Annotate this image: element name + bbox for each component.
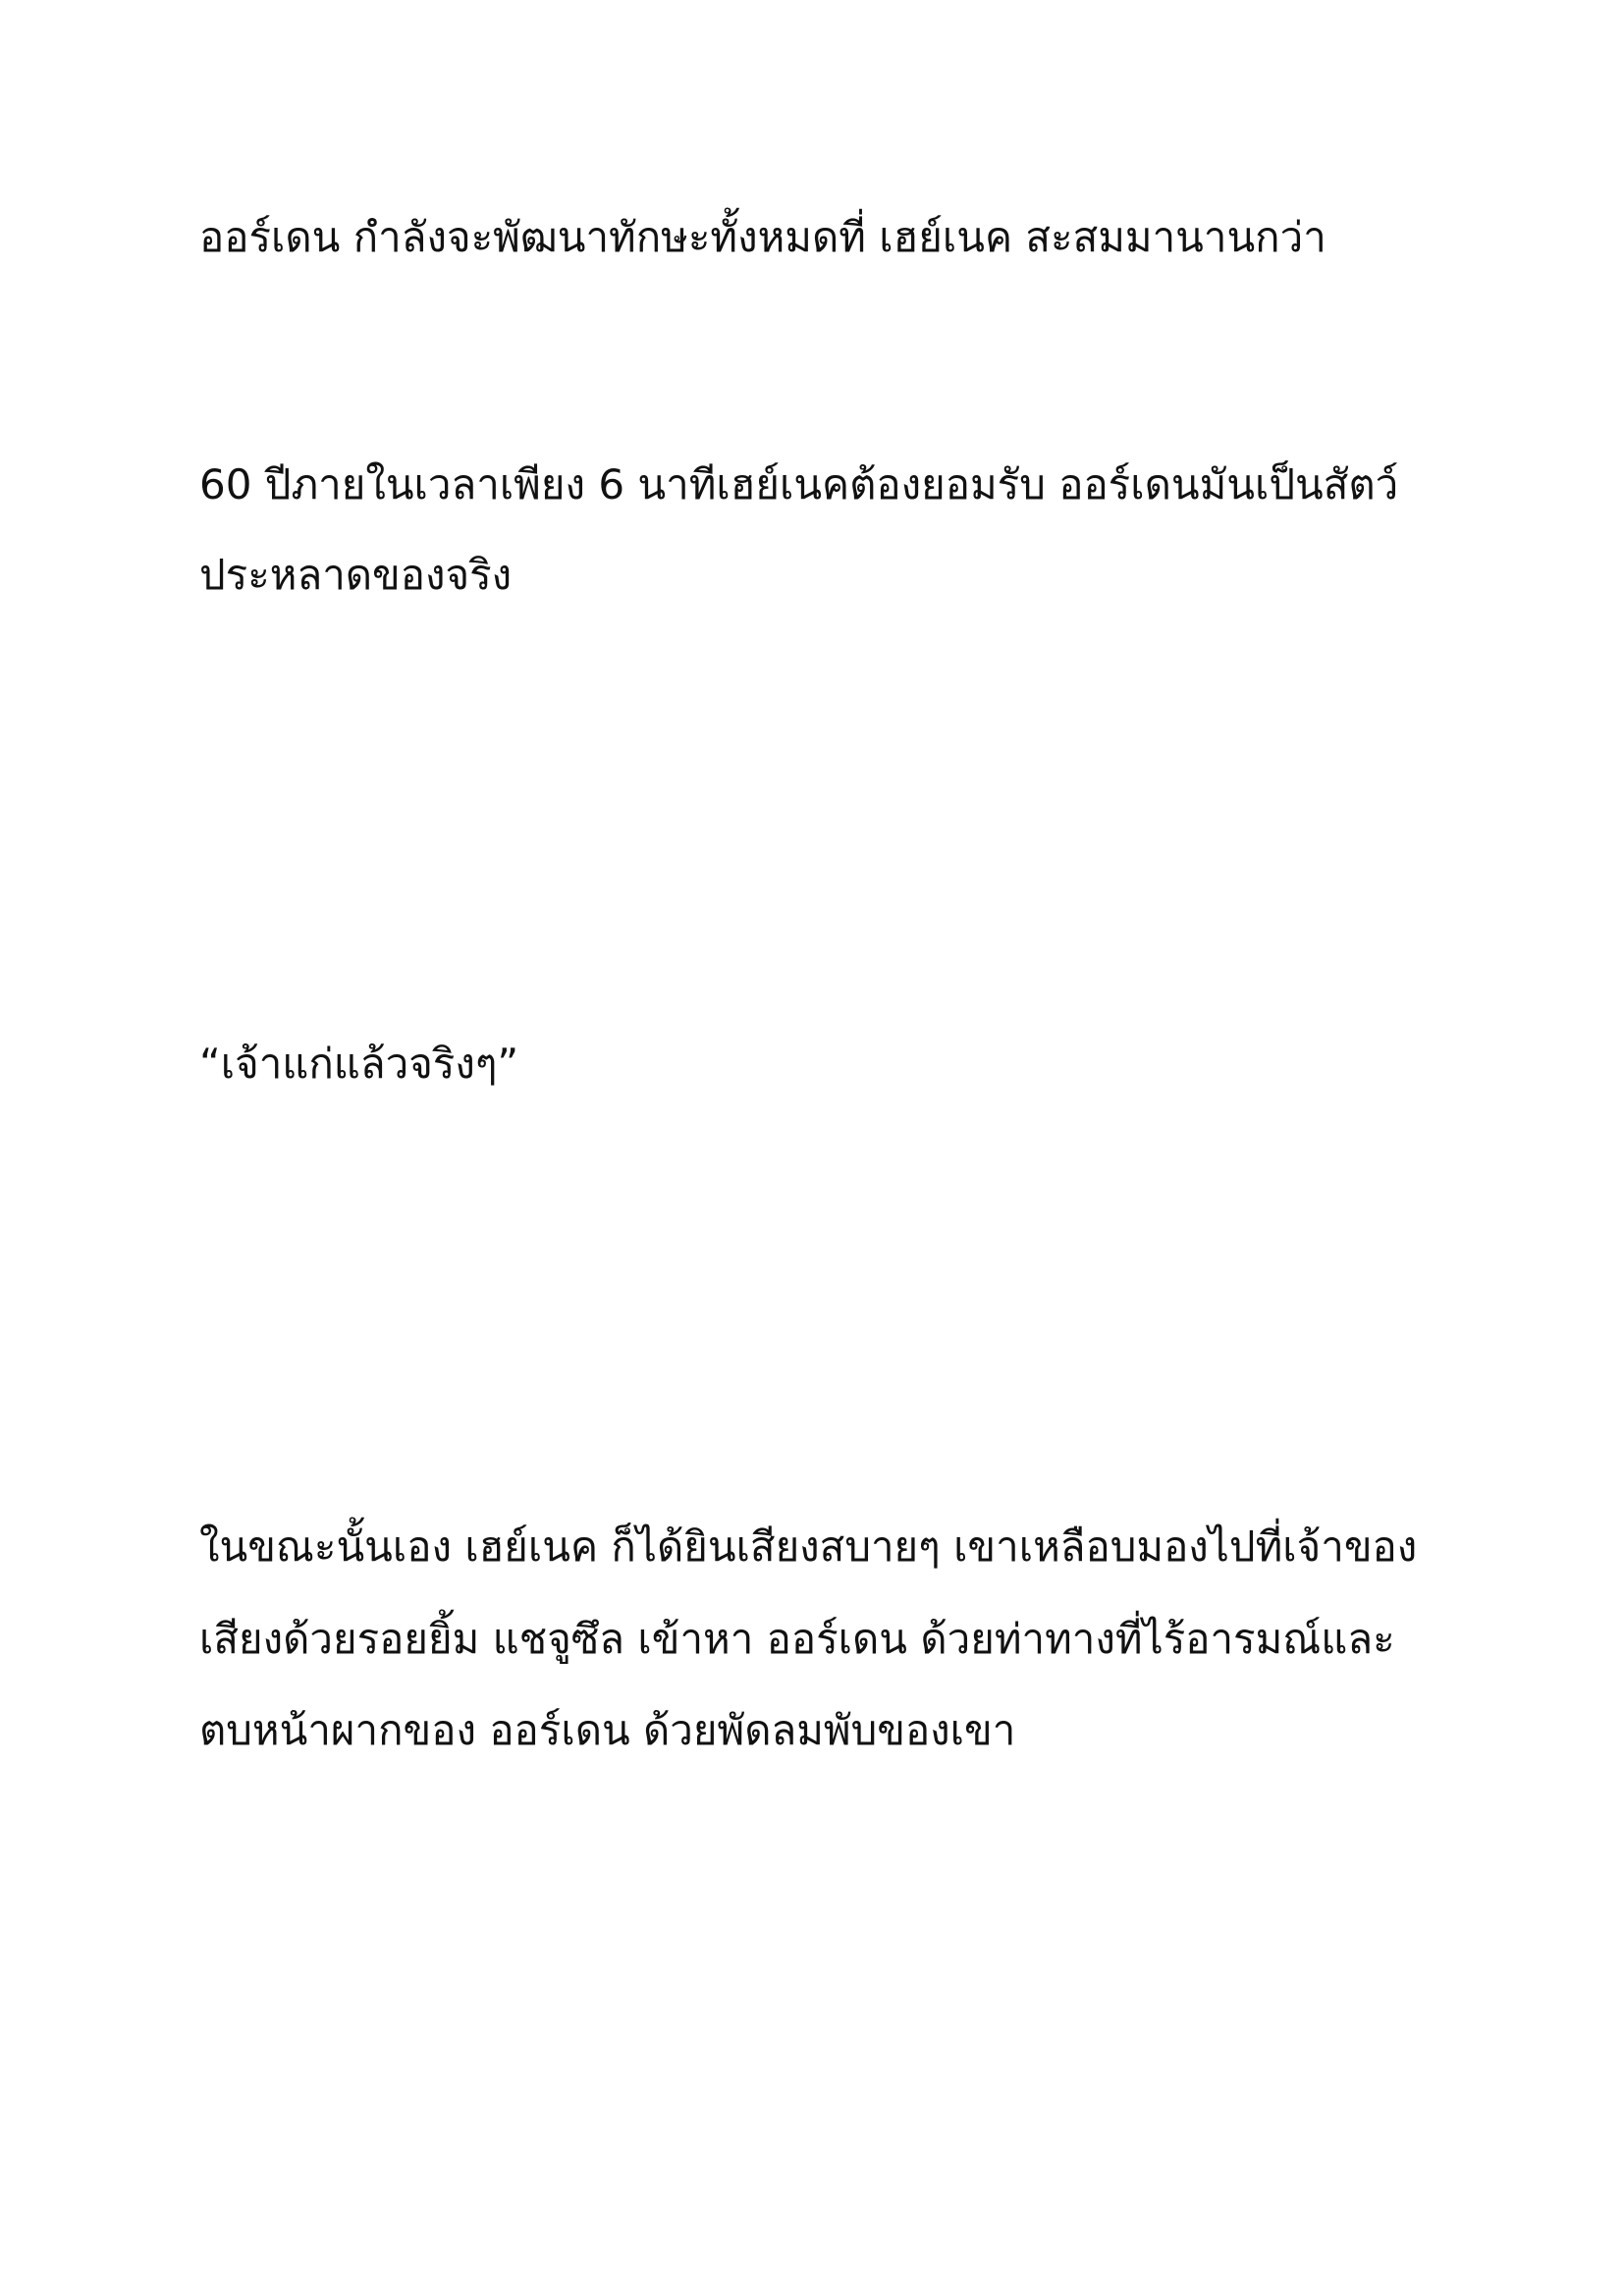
paragraph-4-line-1: ในขณะนั้นเอง เฮย์เนค ก็ได้ยินเสียงสบายๆ เขาเหลือบมองไปที่เจ้าของ <box>199 1522 1418 1571</box>
paragraph-1-line-1: ออร์เดน กำลังจะพัฒนาทักษะทั้งหมดที่ เฮย์เนค สะสมมานานกว่า <box>199 213 1326 261</box>
paragraph-2-line-2: ประหลาดของจริง <box>199 551 513 599</box>
paragraph-4-line-3: ตบหน้าผากของ ออร์เดน ด้วยพัดลมพับของเขา <box>199 1706 1016 1754</box>
paragraph-4-line-2: เสียงด้วยรอยยิ้ม แชจูซึล เข้าหา ออร์เดน ด้วยท่าทางที่ไร้อารมณ์และ <box>199 1615 1395 1663</box>
paragraph-3-line-1: “เจ้าแก่แล้วจริงๆ” <box>199 1040 519 1088</box>
paragraph-2-line-1: 60 ปีภายในเวลาเพียง 6 นาทีเฮย์เนคต้องยอมรับ ออร์เดนมันเป็นสัตว์ <box>199 460 1399 508</box>
